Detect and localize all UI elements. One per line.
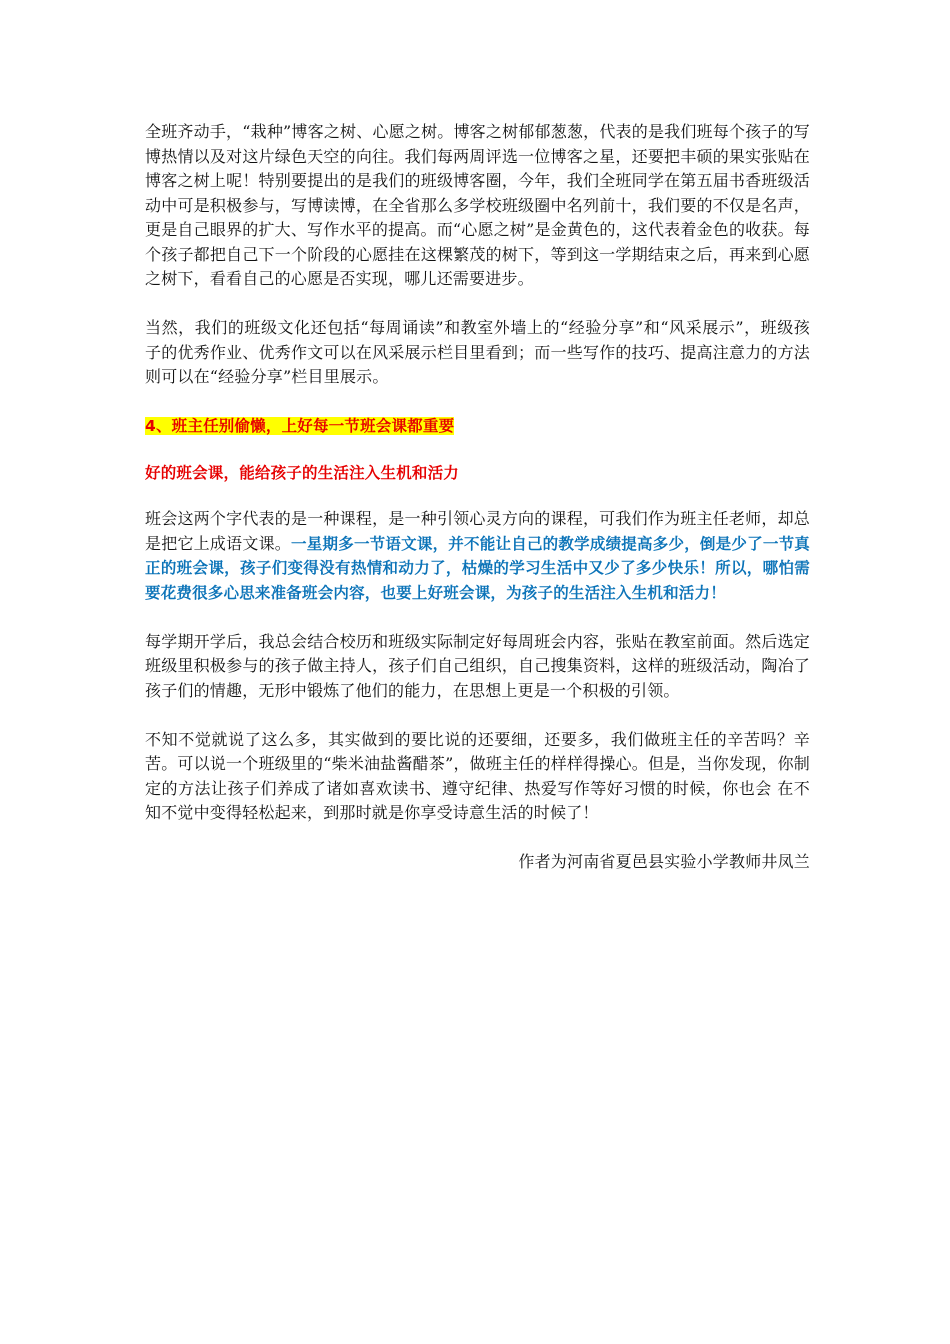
paragraph-class-meeting: [145, 507, 810, 605]
section-subheading: 好的班会课，能给孩子的生活注入生机和活力: [145, 463, 460, 482]
emphasis-text: 一星期多一节语文课，并不能让自己的教学成绩提高多少，倒是少了一节真正的班会课，孩子们变得没有热情和动力了，枯燥的学习生活中又少了多少快乐！所以，哪怕需要花费很多心思来准备班会内容，也要上好班会课，为孩子的生活注入生机和活力！: [145, 534, 810, 602]
paragraph-class-meeting-text: 班会这两个字代表的是一种课程，是一种引领心灵方向的课程，可我们作为班主任老师，却总是把它上成语文课。: [145, 509, 810, 553]
section-heading: [145, 414, 810, 439]
document-page: [145, 120, 810, 875]
paragraph-class-culture: 当然，我们的班级文化还包括“每周诵读”和教室外墙上的“经验分享”和“风采展示”，班级孩子的优秀作业、优秀作文可以在风采展示栏目里看到；而一些写作的技巧、提高注意力的方法则可以在“经验分享”栏目里展示。: [145, 318, 810, 386]
paragraph-conclusion: 不知不觉就说了这么多，其实做到的要比说的还要细，还要多，我们做班主任的辛苦吗？辛苦。可以说一个班级里的“柴米油盐酱醋茶”，做班主任的样样得操心。但是，当你发现，你制定的方法让孩子们养成了诸如喜欢读书、遵守纪律、热爱写作等好习惯的时候，你也会 在不知不觉中变得轻松起来，到那时就是你享受诗意生活的时候了！: [145, 729, 810, 822]
section-heading-text: 4、班主任别偷懒，上好每一节班会课都重要: [145, 417, 455, 435]
paragraph-semester-plan: 每学期开学后，我总会结合校历和班级实际制定好每周班会内容，张贴在教室前面。然后选定班级里积极参与的孩子做主持人，孩子们自己组织，自己搜集资料，这样的班级活动，陶冶了孩子们的情趣，无形中锻炼了他们的能力，在思想上更是一个积极的引领。: [145, 631, 810, 700]
author-signature: 作者为河南省夏邑县实验小学教师井凤兰: [518, 852, 810, 871]
paragraph-blog-tree: 全班齐动手，“栽种”博客之树、心愿之树。博客之树郁郁葱葱，代表的是我们班每个孩子的写博热情以及对这片绿色天空的向往。我们每两周评选一位博客之星，还要把丰硕的果实张贴在博客之树上呢！特别要提出的是我们的班级博客圈，今年，我们全班同学在第五届书香班级活动中可是积极参与，写博读博，在全省那么多学校班级圈中名列前十，我们要的不仅是名声，更是自己眼界的扩大、写作水平的提高。而“心愿之树”是金黄色的，这代表着金色的收获。每个孩子都把自己下一个阶段的心愿挂在这棵繁茂的树下，等到这一学期结束之后，再来到心愿之树下，看看自己的心愿是否实现，哪儿还需要进步。: [145, 122, 810, 288]
